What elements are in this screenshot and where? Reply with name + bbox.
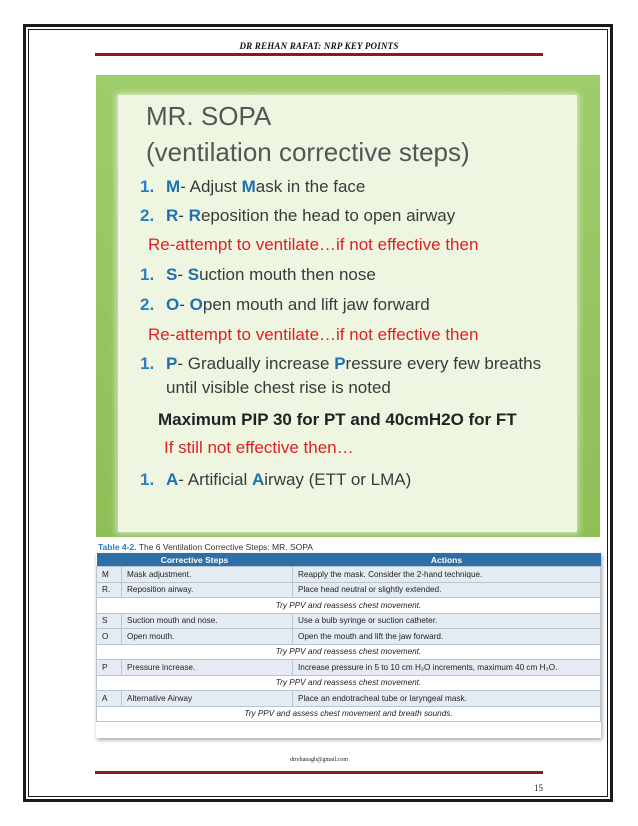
row-note: Try PPV and reassess chest movement.	[97, 644, 601, 660]
row-code: O	[97, 629, 122, 645]
table-caption: Table 4-2. The 6 Ventilation Corrective Steps: MR. SOPA	[98, 542, 313, 552]
table-row-note	[97, 644, 601, 660]
table-row	[97, 567, 601, 583]
reattempt-note-2: Re-attempt to ventilate…if not effective then	[148, 325, 479, 344]
row-step: Suction mouth and nose.	[122, 613, 293, 629]
slide-title: MR. SOPA	[146, 101, 272, 131]
step-m: 1. M- Adjust Mask in the face	[140, 177, 366, 196]
row-note: Try PPV and reassess chest movement.	[97, 675, 601, 691]
step-p: 1. P- Gradually increase Pressure every few breaths	[140, 354, 542, 373]
reattempt-note-1: Re-attempt to ventilate…if not effective then	[148, 235, 479, 254]
row-action: Place head neutral or slightly extended.	[293, 582, 601, 598]
footer-rule	[95, 771, 543, 774]
header-actions: Actions	[293, 553, 601, 567]
row-code: R.	[97, 582, 122, 598]
header-corrective-steps: Corrective Steps	[97, 553, 293, 567]
still-not-effective-note: If still not effective then…	[164, 438, 354, 457]
row-code: A	[97, 691, 122, 707]
table-row	[97, 660, 601, 676]
row-code: M	[97, 567, 122, 583]
step-p-continued: until visible chest rise is noted	[166, 378, 391, 397]
row-step: Open mouth.	[122, 629, 293, 645]
slide-subtitle: (ventilation corrective steps)	[146, 137, 470, 167]
page-number: 15	[534, 783, 543, 793]
row-step: Alternative Airway	[122, 691, 293, 707]
step-s: 1. S- Suction mouth then nose	[140, 265, 376, 284]
row-action: Increase pressure in 5 to 10 cm H₂O increments, maximum 40 cm H₂O.	[293, 660, 601, 676]
slide-panel	[118, 95, 577, 532]
table-row-note	[97, 706, 601, 722]
row-action: Place an endotracheal tube or laryngeal mask.	[293, 691, 601, 707]
row-step: Reposition airway.	[122, 582, 293, 598]
row-note: Try PPV and reassess chest movement.	[97, 598, 601, 614]
table-row	[97, 691, 601, 707]
sopa-table	[96, 553, 601, 738]
row-action: Reapply the mask. Consider the 2-hand technique.	[293, 567, 601, 583]
step-r: 2. R- Reposition the head to open airway	[140, 206, 456, 225]
row-step: Pressure increase.	[122, 660, 293, 676]
row-action: Use a bulb syringe or suction catheter.	[293, 613, 601, 629]
table-row	[97, 582, 601, 598]
table-row	[97, 613, 601, 629]
footer-email: drrehanagh@gmail.com	[289, 757, 348, 763]
step-a: 1. A- Artificial Airway (ETT or LMA)	[140, 470, 412, 489]
slide-image	[96, 75, 600, 537]
row-step: Mask adjustment.	[122, 567, 293, 583]
row-code: S	[97, 613, 122, 629]
step-o: 2. O- Open mouth and lift jaw forward	[140, 295, 430, 314]
header-rule	[95, 53, 543, 56]
row-note: Try PPV and assess chest movement and breath sounds.	[97, 706, 601, 722]
row-action: Open the mouth and lift the jaw forward.	[293, 629, 601, 645]
table-row-note	[97, 675, 601, 691]
max-pip-note: Maximum PIP 30 for PT and 40cmH2O for FT	[158, 410, 517, 429]
row-code: P	[97, 660, 122, 676]
table-row	[97, 629, 601, 645]
table-row-note	[97, 598, 601, 614]
header-title: DR REHAN RAFAT: NRP KEY POINTS	[239, 41, 399, 51]
